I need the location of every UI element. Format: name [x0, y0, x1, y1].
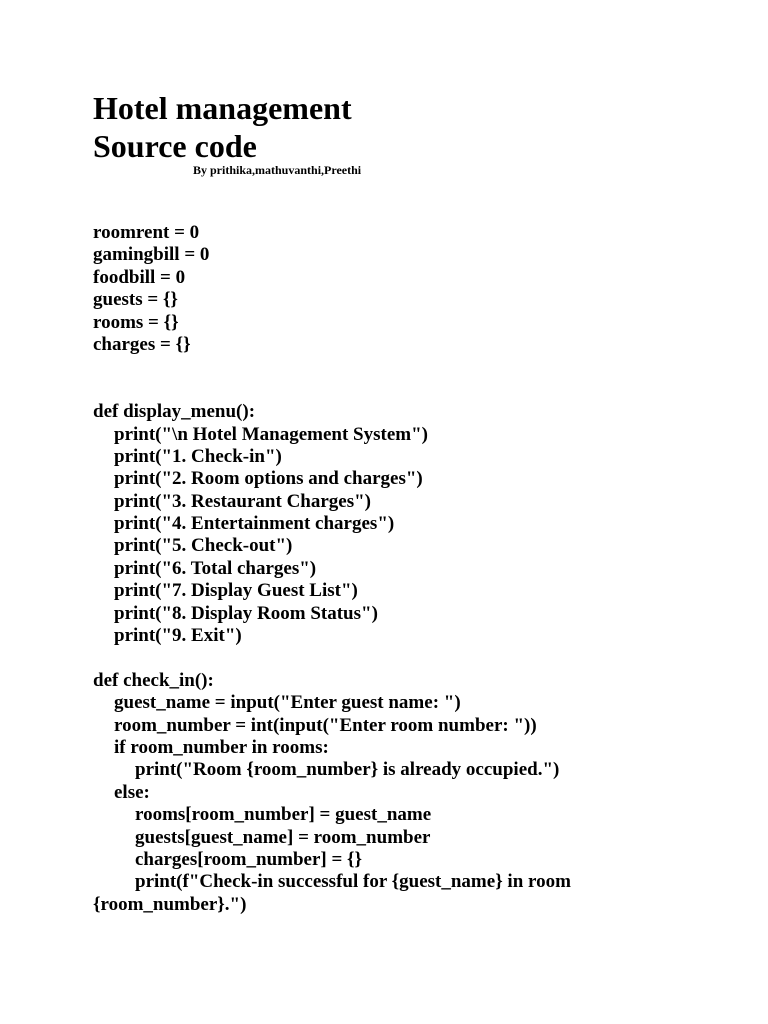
code-line: charges[room_number] = {} — [135, 848, 363, 870]
code-line: print("\n Hotel Management System") — [114, 423, 428, 445]
source-code-block — [93, 222, 733, 916]
code-line: print("9. Exit") — [114, 625, 242, 647]
code-line: print("8. Display Room Status") — [114, 602, 378, 624]
code-line: foodbill = 0 — [93, 266, 186, 288]
code-line: print("4. Entertainment charges") — [114, 513, 395, 535]
code-line: gamingbill = 0 — [93, 244, 210, 266]
blank-line — [93, 647, 733, 669]
code-line: print("Room {room_number} is already occupied.") — [135, 759, 560, 781]
code-line: print("7. Display Guest List") — [114, 580, 358, 602]
code-line: print("3. Restaurant Charges") — [114, 490, 371, 512]
code-line: else: — [114, 781, 150, 803]
code-line: print("2. Room options and charges") — [114, 468, 423, 490]
code-line: room_number = int(input("Enter room number: ")) — [114, 714, 537, 736]
code-line: if room_number in rooms: — [114, 736, 329, 758]
code-line: def display_menu(): — [93, 401, 256, 423]
code-line: print("6. Total charges") — [114, 557, 317, 579]
code-line: rooms = {} — [93, 311, 179, 333]
code-line: def check_in(): — [93, 669, 214, 691]
blank-line — [93, 356, 733, 378]
code-line: rooms[room_number] = guest_name — [135, 804, 432, 826]
code-line: {room_number}.") — [93, 893, 247, 915]
page-title: Hotel management — [93, 90, 352, 126]
code-line: print("5. Check-out") — [114, 535, 293, 557]
code-line: guests[guest_name] = room_number — [135, 826, 431, 848]
page-subtitle: Source code — [93, 128, 257, 164]
code-line: guests = {} — [93, 289, 178, 311]
code-line: charges = {} — [93, 333, 191, 355]
code-line: guest_name = input("Enter guest name: ") — [114, 692, 461, 714]
author-byline: By prithika,mathuvanthi,Preethi — [193, 163, 362, 177]
blank-line — [93, 379, 733, 401]
code-line: print("1. Check-in") — [114, 445, 282, 467]
code-line: roomrent = 0 — [93, 222, 200, 243]
code-line: print(f"Check-in successful for {guest_name} in room — [135, 871, 571, 893]
